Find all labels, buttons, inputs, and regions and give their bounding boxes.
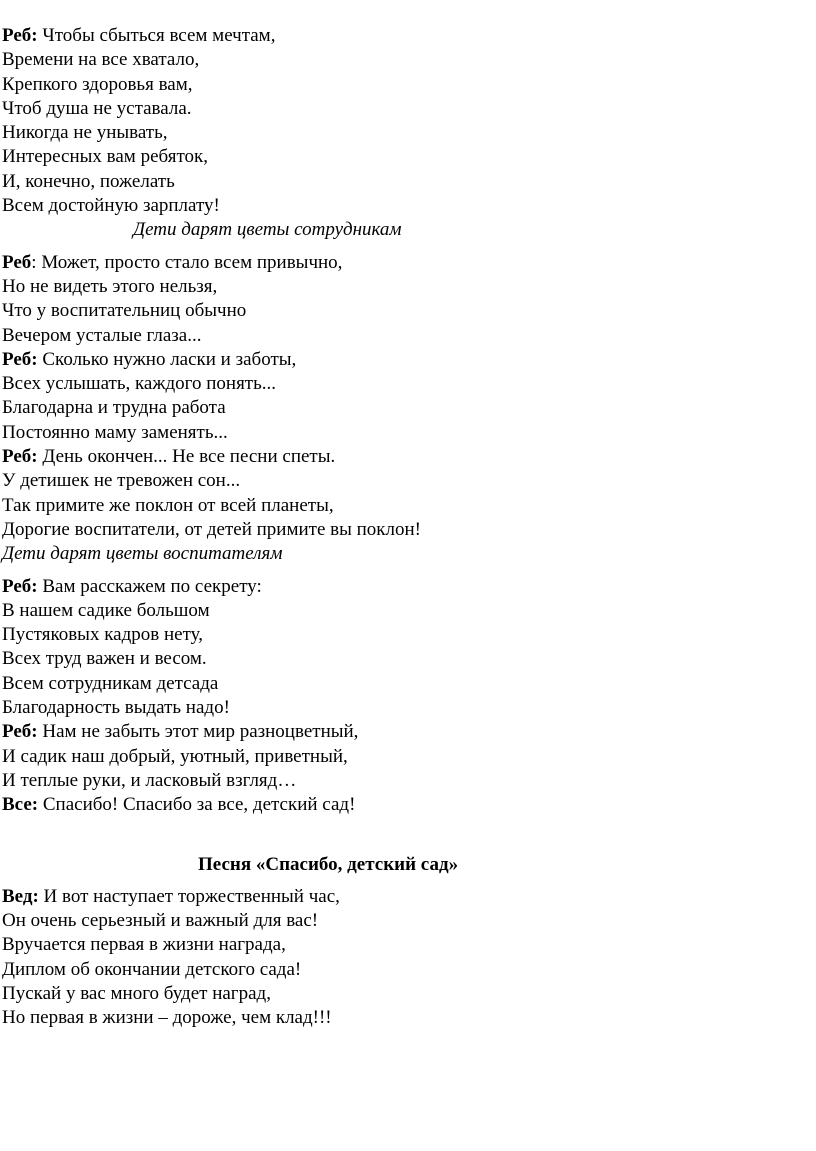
speaker-label: Все:: [2, 794, 39, 816]
speaker-label: Реб:: [2, 446, 38, 468]
spacer: [0, 877, 816, 885]
song-title: Песня «Спасибо, детский сад»: [198, 853, 459, 875]
line-text: Спасибо! Спасибо за все, детский сад!: [38, 794, 356, 816]
verse-line: Пустяковых кадров нету,: [2, 624, 203, 646]
verse-line: Вручается первая в жизни награда,: [2, 934, 286, 956]
document-page: [0, 24, 816, 1031]
verse-block-3: [0, 575, 816, 818]
verse-block-2: [0, 251, 816, 567]
verse-line: Так примите же поклон от всей планеты,: [2, 494, 334, 516]
spacer: [0, 818, 816, 853]
verse-line: [0, 24, 816, 48]
verse-line: Вечером усталые глаза...: [2, 324, 202, 346]
speaker-label: Реб:: [2, 721, 38, 743]
verse-line: Никогда не унывать,: [2, 122, 168, 144]
line-text: : Может, просто стало всем привычно,: [31, 251, 343, 273]
verse-line: Интересных вам ребяток,: [2, 146, 208, 168]
verse-line: Чтоб душа не уставала.: [2, 97, 192, 119]
speaker-label: Вед:: [2, 885, 39, 907]
verse-line: Он очень серьезный и важный для вас!: [2, 910, 319, 932]
verse-line: И теплые руки, и ласковый взгляд…: [2, 769, 297, 791]
verse-line: Что у воспитательниц обычно: [2, 300, 247, 322]
verse-line: И, конечно, пожелать: [2, 170, 175, 192]
line-text: И вот наступает торжественный час,: [38, 885, 340, 907]
speaker-label: Реб:: [2, 348, 38, 370]
verse-line: И садик наш добрый, уютный, приветный,: [2, 745, 348, 767]
verse-block-final: [0, 885, 816, 1031]
verse-line: Диплом об окончании детского сада!: [2, 958, 302, 980]
spacer: [0, 243, 816, 251]
verse-line: Крепкого здоровья вам,: [2, 73, 193, 95]
stage-direction: Дети дарят цветы сотрудникам: [133, 219, 402, 241]
verse-line: Благодарна и трудна работа: [2, 397, 226, 419]
verse-line: [0, 348, 816, 372]
verse-line: [0, 445, 816, 469]
line-text: Вам расскажем по секрету:: [37, 575, 262, 597]
verse-line: Но не видеть этого нельзя,: [2, 275, 218, 297]
verse-line: В нашем садике большом: [2, 599, 210, 621]
verse-line: Пускай у вас много будет наград,: [2, 982, 271, 1004]
verse-line: [0, 793, 816, 817]
verse-line: [0, 575, 816, 599]
line-text: День окончен... Не все песни спеты.: [37, 446, 336, 468]
verse-line: Всем сотрудникам детсада: [2, 672, 219, 694]
speaker-label: Реб:: [2, 25, 38, 46]
line-text: Чтобы сбыться всем мечтам,: [37, 25, 276, 46]
verse-line: У детишек не тревожен сон...: [2, 470, 241, 492]
verse-line: Дорогие воспитатели, от детей примите вы поклон!: [2, 518, 421, 540]
verse-line: Благодарность выдать надо!: [2, 697, 230, 719]
verse-line: [0, 720, 816, 744]
verse-line: Постоянно маму заменять...: [2, 421, 228, 443]
speaker-label: Реб: [2, 251, 32, 273]
verse-line: [0, 885, 816, 909]
speaker-label: Реб:: [2, 575, 38, 597]
spacer: [0, 567, 816, 575]
line-text: Нам не забыть этот мир разноцветный,: [37, 721, 359, 743]
verse-block-1: [0, 24, 816, 243]
line-text: Сколько нужно ласки и заботы,: [37, 348, 297, 370]
verse-line: Всех услышать, каждого понять...: [2, 373, 277, 395]
stage-direction: Дети дарят цветы воспитателям: [2, 543, 283, 565]
verse-line: Всех труд важен и весом.: [2, 648, 207, 670]
verse-line: [0, 251, 816, 275]
verse-line: Всем достойную зарплату!: [2, 195, 220, 217]
verse-line: Времени на все хватало,: [2, 49, 200, 71]
verse-line: Но первая в жизни – дороже, чем клад!!!: [2, 1007, 332, 1029]
